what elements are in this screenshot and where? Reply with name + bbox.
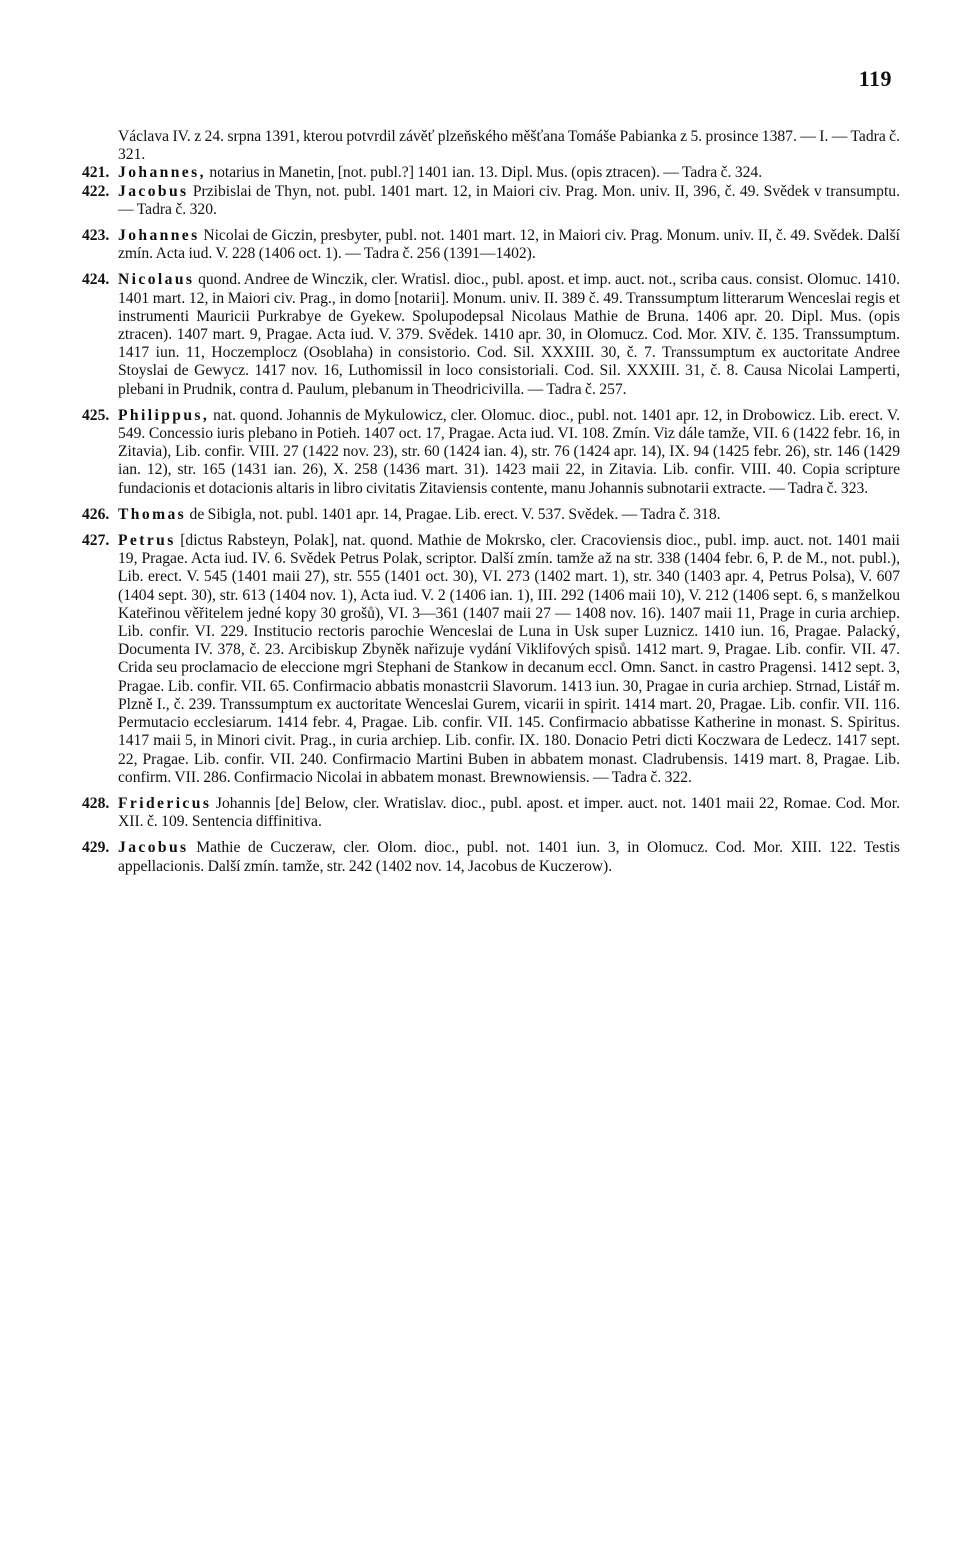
entry-text: nat. quond. Johannis de Mykulowicz, cler. Olomuc. dioc., publ. not. 1401 apr. 12, in Drobowicz. Lib. erect. V. 549. Concessio iuris plebano in Potieh. 1407 oct. 17, Pragae. Acta iud. VI. 108. Zmín. Viz dále tamže, VII. 6 (1422 febr. 16, in Zitavia), Lib. confir. VIII. 27 (1422 nov. 23), str. 60 (1424 ian. 4), str. 76 (1424 apr. 14), IX. 94 (1425 febr. 26), str. 146 (1429 ian. 12), str. 165 (1431 ian. 26), X. 258 (1436 mart. 31). 1423 maii 22, in Zitavia. Lib. confir. VIII. 40. Copia scripture fundacionis et dotacionis altaris in libro civitatis Zitaviensis contente, manu Johannis subnotarii extracte. — Tadra č. 323. xyxy=(118,406,900,497)
list-item xyxy=(82,128,900,164)
entry-name: Petrus xyxy=(118,532,176,550)
list-item xyxy=(82,839,900,875)
entry-text: de Sibigla, not. publ. 1401 apr. 14, Pragae. Lib. erect. V. 537. Svědek. — Tadra č. 318. xyxy=(189,505,721,523)
entry-text: Johannis [de] Below, cler. Wratislav. dioc., publ. apost. et imper. auct. not. 1401 maii 22, Romae. Cod. Mor. XII. č. 109. Sentencia diffinitiva. xyxy=(118,794,900,831)
list-item xyxy=(82,183,900,219)
entry-number: 423. xyxy=(82,227,110,245)
list-item xyxy=(82,795,900,831)
entry-name: Johannes, xyxy=(118,164,206,182)
entry-number: 421. xyxy=(82,164,110,182)
entry-number: 422. xyxy=(82,182,110,200)
entry-number: 427. xyxy=(82,532,110,550)
entry-text: Václava IV. z 24. srpna 1391, kterou potvrdil závěť plzeňského měšťana Tomáše Pabianka z 5. prosince 1387. — I. — Tadra č. 321. xyxy=(118,128,900,164)
entry-number: 429. xyxy=(82,839,110,857)
entry-name: Nicolaus xyxy=(118,271,195,289)
list-item xyxy=(82,227,900,263)
entry-name: Jacobus xyxy=(118,839,189,857)
list-item xyxy=(82,164,900,182)
entry-name: Fridericus xyxy=(118,794,212,812)
entry-text: notarius in Manetin, [not. publ.?] 1401 ian. 13. Dipl. Mus. (opis ztracen). — Tadra č. 324. xyxy=(209,164,763,182)
entry-name: Philippus, xyxy=(118,406,210,424)
entry-number: 425. xyxy=(82,406,110,424)
list-item xyxy=(82,407,900,498)
entry-text: Nicolai de Giczin, presbyter, publ. not. 1401 mart. 12, in Maiori civ. Prag. Monum. univ. II, č. 49. Svědek. Další zmín. Acta iud. V. 228 (1406 oct. 1). — Tadra č. 256 (1391—1402). xyxy=(118,227,900,263)
page-number: 119 xyxy=(858,66,892,91)
entry-text: [dictus Rabsteyn, Polak], nat. quond. Mathie de Mokrsko, cler. Cracoviensis dioc., publ. imp. auct. not. 1401 maii 19, Pragae. Acta iud. IV. 6. Svědek Petrus Polak, scriptor. Další zmín. tamže až na str. 338 (1404 febr. 6, P. de M., not. publ.), Lib. erect. V. 545 (1401 maii 27), str. 555 (1401 oct. 30), VI. 273 (1402 mart. 1), str. 340 (1403 apr. 4, Petrus Polsa), V. 607 (1404 sept. 30), str. 613 (1404 nov. 1), Acta iud. V. 2 (1406 ian. 1), III. 292 (1406 maii 10), V. 212 (1406 sept. 6, s manželkou Kateřinou věřitelem jedné kopy 30 grošů), VI. 3—361 (1407 maii 27 — 1408 nov. 16). 1407 maii 11, Prage in curia archiep. Lib. confir. VI. 229. Institucio rectoris parochie Wenceslai de Luna in Usk super Luznicz. 1410 iun. 16, Pragae. Palacký, Documenta IV. 378, č. 23. Arcibiskup Zbyněk nařizuje vydání Viklifových spisů. 1412 mart. 9, Pragae. Lib. confir. VII. 47. Crida seu proclamacio de eleccione mgri Stephani de Stankow in decanum eccl. Omn. Sanct. in castro Pragensi. 1412 sept. 3, Pragae. Lib. confir. VII. 65. Confirmacio abbatis monastcrii Slavorum. 1413 iun. 30, Pragae in curia archiep. Strnad, Listář m. Plzně I., č. 239. Transsumptum ex auctoritate Wenceslai Gurem, vicarii in spirit. 1414 mart. 20, Pragae. Lib. confir. VII. 116. Permutacio ecclesiarum. 1414 febr. 4, Pragae. Lib. confir. VII. 145. Confirmacio abbatisse Katherine in monast. S. Spiritus. 1417 maii 5, in Minori civit. Prag., in curia archiep. Lib. confir. IX. 180. Donacio Petri dicti Koczwara de Ledecz. 1417 sept. 22, Pragae. Lib. confir. VII. 240. Confirmacio Martini Buben in abbatem monast. Cladrubensis. 1419 mart. 8, Pragae. Lib. confirm. VII. 286. Confirmacio Nicolai in abbatem monast. Brewnowiensis. — Tadra č. 322. xyxy=(118,532,900,786)
entry-name: Jacobus xyxy=(118,182,189,200)
entry-text: Przibislai de Thyn, not. publ. 1401 mart. 12, in Maiori civ. Prag. Mon. univ. II, 396, č. 49. Svědek v transumptu. — Tadra č. 320. xyxy=(118,182,900,218)
entry-list xyxy=(82,128,900,876)
list-item xyxy=(82,532,900,787)
entry-text: quond. Andree de Winczik, cler. Wratisl. dioc., publ. apost. et imp. auct. not., scriba caus. consist. Olomuc. 1410. 1401 mart. 12, in Maiori civ. Prag., in domo [notarii]. Monum. univ. II. 389 č. 49. Transsumptum litterarum Wenceslai regis et instrumenti Mauricii Purkrabye de Gyekew. Spolupodepsal Nicolaus Mathie de Bruna. 1406 apr. 20. Dipl. Mus. (opis ztracen). 1407 mart. 9, Pragae. Acta iud. V. 379. Svědek. 1410 apr. 30, in Olomucz. Cod. Mor. XIV. č. 135. Transsumptum. 1417 iun. 11, Hoczemplocz (Osoblaha) in consistorio. Cod. Sil. XXXIII. 30, č. 7. Transsumptum ex auctoritate Andree Stoyslai de Gewycz. 1417 nov. 16, Luthomissil in loco consistoriali. Cod. Sil. XXXIII. 31, č. 8. Causa Nicolai Lamperti, plebani in Prudnik, contra d. Paulum, plebanum in Theodricivilla. — Tadra č. 257. xyxy=(118,271,900,398)
list-item xyxy=(82,271,900,398)
entry-number: 424. xyxy=(82,271,110,289)
list-item xyxy=(82,506,900,524)
entry-name: Johannes xyxy=(118,227,200,245)
entry-text: Mathie de Cuczeraw, cler. Olom. dioc., publ. not. 1401 iun. 3, in Olomucz. Cod. Mor. XIII. 122. Testis appellacionis. Další zmín. tamže, str. 242 (1402 nov. 14, Jacobus de Kuczerow). xyxy=(118,839,900,875)
entry-number: 428. xyxy=(82,794,110,812)
entry-name: Thomas xyxy=(118,505,187,523)
entry-number: 426. xyxy=(82,505,110,523)
